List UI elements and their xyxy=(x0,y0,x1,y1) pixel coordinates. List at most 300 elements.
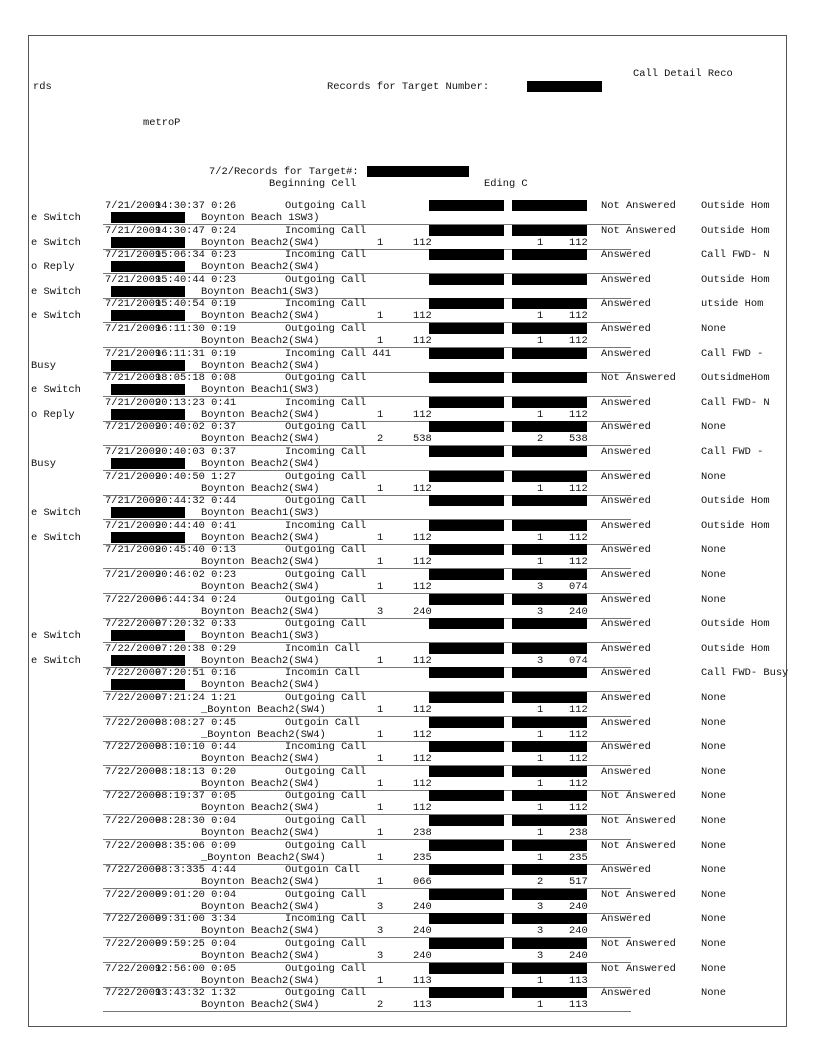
record-call-type: Outgoing Call xyxy=(285,840,367,852)
redaction-number xyxy=(512,421,587,432)
redaction-number xyxy=(429,520,504,531)
record-date: 7/21/2009 xyxy=(105,397,162,409)
record-cell-site: Boynton Beach2(SW4) xyxy=(201,876,320,888)
record-extra-wrap: Busy xyxy=(31,360,56,372)
record-begin-sector: 3 xyxy=(377,950,384,962)
redaction-number xyxy=(429,397,504,408)
record-time-duration: 07:20:32 0:33 xyxy=(155,618,237,630)
record-extra-wrap: e Switch xyxy=(31,310,81,322)
redaction-number xyxy=(429,594,504,605)
record-status: Not Answered xyxy=(601,372,676,384)
record-begin-cell: 112 xyxy=(413,237,432,249)
record-date: 7/22/2009 xyxy=(105,938,162,950)
record-date: 7/21/2009 xyxy=(105,249,162,261)
record-date: 7/22/2009 xyxy=(105,643,162,655)
record-call-type: Incoming Call 441 xyxy=(285,348,392,360)
record-begin-cell: 112 xyxy=(413,409,432,421)
record-cell-site: Boynton Beach2(SW4) xyxy=(201,409,320,421)
record-end-sector: 1 xyxy=(537,778,544,790)
record-extra: OutsidmeHom xyxy=(701,372,770,384)
record-call-type: Outgoing Call xyxy=(285,544,367,556)
record-status: Answered xyxy=(601,471,651,483)
redaction-number xyxy=(429,815,504,826)
record-begin-cell: 112 xyxy=(413,335,432,347)
record-time-duration: 15:40:44 0:23 xyxy=(155,274,237,286)
record-extra: None xyxy=(701,323,726,335)
record-begin-sector: 1 xyxy=(377,409,384,421)
record-time-duration: 09:01:20 0:04 xyxy=(155,889,237,901)
record-date: 7/21/2009 xyxy=(105,544,162,556)
record-begin-sector: 1 xyxy=(377,729,384,741)
record-time-duration: 08:18:13 0:20 xyxy=(155,766,237,778)
record-extra: None xyxy=(701,741,726,753)
record-begin-sector: 1 xyxy=(377,581,384,593)
record-call-type: Incoming Call xyxy=(285,298,367,310)
record-status: Not Answered xyxy=(601,889,676,901)
record-end-sector: 1 xyxy=(537,335,544,347)
record-cell-site: Boynton Beach2(SW4) xyxy=(201,556,320,568)
record-extra-wrap: o Reply xyxy=(31,261,75,273)
redaction-number xyxy=(512,249,587,260)
record-end-sector: 1 xyxy=(537,753,544,765)
record-cell-site: Boynton Beach2(SW4) xyxy=(201,950,320,962)
target-number-label: Records for Target Number: xyxy=(327,81,490,93)
record-time-duration: 09:31:00 3:34 xyxy=(155,913,237,925)
record-extra: None xyxy=(701,963,726,975)
redaction-number xyxy=(512,274,587,285)
redaction-number xyxy=(429,913,504,924)
record-extra: None xyxy=(701,815,726,827)
record-begin-cell: 112 xyxy=(413,802,432,814)
record-extra: None xyxy=(701,692,726,704)
record-begin-sector: 2 xyxy=(377,433,384,445)
record-extra: None xyxy=(701,766,726,778)
record-date: 7/21/2009 xyxy=(105,569,162,581)
record-extra: None xyxy=(701,594,726,606)
record-begin-sector: 1 xyxy=(377,778,384,790)
redaction-number xyxy=(512,495,587,506)
record-time-duration: 07:21:24 1:21 xyxy=(155,692,237,704)
record-cell-site: Boynton Beach2(SW4) xyxy=(201,901,320,913)
record-status: Answered xyxy=(601,643,651,655)
redaction-number xyxy=(429,643,504,654)
record-begin-cell: 238 xyxy=(413,827,432,839)
redaction-number xyxy=(512,520,587,531)
record-cell-site: Boynton Beach2(SW4) xyxy=(201,335,320,347)
record-cell-site: _Boynton Beach2(SW4) xyxy=(201,704,326,716)
record-end-sector: 1 xyxy=(537,827,544,839)
record-time-duration: 20:40:50 1:27 xyxy=(155,471,237,483)
record-begin-cell: 066 xyxy=(413,876,432,888)
record-time-duration: 08:08:27 0:45 xyxy=(155,717,237,729)
record-date: 7/22/2009 xyxy=(105,987,162,999)
redaction-number xyxy=(429,544,504,555)
record-cell-site: Boynton Beach2(SW4) xyxy=(201,483,320,495)
record-extra-wrap: e Switch xyxy=(31,286,81,298)
record-cell-site: Boynton Beach 1SW3) xyxy=(201,212,320,224)
redaction-subscriber xyxy=(111,655,185,666)
record-extra: None xyxy=(701,938,726,950)
record-time-duration: 07:20:38 0:29 xyxy=(155,643,237,655)
redaction-number xyxy=(429,717,504,728)
redaction-subscriber xyxy=(111,286,185,297)
record-status: Answered xyxy=(601,520,651,532)
record-status: Answered xyxy=(601,618,651,630)
record-extra: Outside Hom xyxy=(701,643,770,655)
record-begin-cell: 240 xyxy=(413,925,432,937)
record-cell-site: Boynton Beach2(SW4) xyxy=(201,606,320,618)
record-begin-cell: 112 xyxy=(413,729,432,741)
record-call-type: Outgoing Call xyxy=(285,323,367,335)
document-page xyxy=(28,35,787,1027)
subtitle-target: 7/2/Records for Target#: xyxy=(209,166,359,178)
record-time-duration: 20:40:03 0:37 xyxy=(155,446,237,458)
record-call-type: Incomin Call xyxy=(285,643,360,655)
redaction-number xyxy=(429,569,504,580)
record-date: 7/22/2009 xyxy=(105,766,162,778)
record-end-sector: 3 xyxy=(537,581,544,593)
record-cell-site: Boynton Beach2(SW4) xyxy=(201,261,320,273)
record-end-cell: 112 xyxy=(569,532,588,544)
record-cell-site: Boynton Beach2(SW4) xyxy=(201,581,320,593)
record-begin-cell: 112 xyxy=(413,753,432,765)
record-status: Answered xyxy=(601,397,651,409)
record-extra: Outside Hom xyxy=(701,225,770,237)
record-time-duration: 12:56:00 0:05 xyxy=(155,963,237,975)
record-begin-cell: 240 xyxy=(413,901,432,913)
record-status: Answered xyxy=(601,298,651,310)
record-begin-sector: 1 xyxy=(377,335,384,347)
record-date: 7/21/2009 xyxy=(105,471,162,483)
redaction-number xyxy=(512,938,587,949)
record-begin-cell: 112 xyxy=(413,655,432,667)
record-begin-sector: 1 xyxy=(377,753,384,765)
record-time-duration: 16:11:31 0:19 xyxy=(155,348,237,360)
redaction-target-number xyxy=(527,81,602,92)
redaction-subscriber xyxy=(111,409,185,420)
record-end-cell: 074 xyxy=(569,581,588,593)
record-cell-site: Boynton Beach2(SW4) xyxy=(201,753,320,765)
record-date: 7/21/2009 xyxy=(105,421,162,433)
record-extra: None xyxy=(701,544,726,556)
record-end-sector: 1 xyxy=(537,556,544,568)
redaction-number xyxy=(429,889,504,900)
redaction-number xyxy=(512,864,587,875)
record-end-cell: 238 xyxy=(569,827,588,839)
record-extra-wrap: e Switch xyxy=(31,655,81,667)
record-call-type: Outgoin Call xyxy=(285,864,360,876)
record-begin-cell: 538 xyxy=(413,433,432,445)
record-status: Answered xyxy=(601,913,651,925)
record-cell-site: Boynton Beach2(SW4) xyxy=(201,999,320,1011)
record-call-type: Outgoing Call xyxy=(285,200,367,212)
record-date: 7/21/2009 xyxy=(105,520,162,532)
redaction-number xyxy=(429,987,504,998)
record-end-sector: 1 xyxy=(537,999,544,1011)
record-time-duration: 14:30:37 0:26 xyxy=(155,200,237,212)
record-status: Answered xyxy=(601,348,651,360)
record-extra: None xyxy=(701,864,726,876)
record-begin-cell: 112 xyxy=(413,556,432,568)
record-call-type: Outgoing Call xyxy=(285,987,367,999)
record-time-duration: 16:11:30 0:19 xyxy=(155,323,237,335)
record-begin-cell: 112 xyxy=(413,581,432,593)
record-begin-sector: 1 xyxy=(377,704,384,716)
record-cell-site: _Boynton Beach2(SW4) xyxy=(201,729,326,741)
record-time-duration: 18:05:18 0:08 xyxy=(155,372,237,384)
record-begin-sector: 1 xyxy=(377,802,384,814)
record-end-sector: 1 xyxy=(537,237,544,249)
record-call-type: Incoming Call xyxy=(285,446,367,458)
record-end-cell: 112 xyxy=(569,729,588,741)
record-time-duration: 15:40:54 0:19 xyxy=(155,298,237,310)
record-status: Answered xyxy=(601,274,651,286)
redaction-number xyxy=(512,840,587,851)
record-status: Answered xyxy=(601,667,651,679)
redaction-number xyxy=(512,225,587,236)
record-end-sector: 3 xyxy=(537,925,544,937)
record-call-type: Outgoing Call xyxy=(285,692,367,704)
record-status: Answered xyxy=(601,717,651,729)
record-call-type: Incoming Call xyxy=(285,225,367,237)
record-status: Answered xyxy=(601,766,651,778)
record-date: 7/22/2009 xyxy=(105,717,162,729)
redaction-number xyxy=(429,495,504,506)
record-end-cell: 113 xyxy=(569,975,588,987)
redaction-subscriber xyxy=(111,532,185,543)
record-extra: None xyxy=(701,717,726,729)
record-begin-cell: 113 xyxy=(413,975,432,987)
record-end-cell: 517 xyxy=(569,876,588,888)
record-call-type: Incoming Call xyxy=(285,741,367,753)
record-end-sector: 3 xyxy=(537,606,544,618)
redaction-subscriber xyxy=(111,261,185,272)
record-extra: None xyxy=(701,471,726,483)
record-begin-sector: 3 xyxy=(377,925,384,937)
record-cell-site: Boynton Beach2(SW4) xyxy=(201,975,320,987)
record-extra: Call FWD- Busy xyxy=(701,667,789,679)
record-cell-site: Boynton Beach2(SW4) xyxy=(201,925,320,937)
record-end-sector: 1 xyxy=(537,975,544,987)
redaction-number xyxy=(429,200,504,211)
record-cell-site: Boynton Beach2(SW4) xyxy=(201,310,320,322)
record-end-sector: 1 xyxy=(537,310,544,322)
redaction-number xyxy=(429,446,504,457)
record-extra: Call FWD- N xyxy=(701,249,770,261)
record-extra: Outside Hom xyxy=(701,495,770,507)
record-end-sector: 1 xyxy=(537,532,544,544)
redaction-number xyxy=(512,643,587,654)
record-end-cell: 112 xyxy=(569,753,588,765)
record-begin-sector: 1 xyxy=(377,237,384,249)
record-status: Answered xyxy=(601,741,651,753)
redaction-number xyxy=(512,298,587,309)
record-date: 7/22/2009 xyxy=(105,815,162,827)
record-extra-wrap: e Switch xyxy=(31,212,81,224)
redaction-number xyxy=(429,963,504,974)
record-date: 7/21/2009 xyxy=(105,225,162,237)
record-status: Answered xyxy=(601,569,651,581)
record-status: Answered xyxy=(601,249,651,261)
record-date: 7/22/2009 xyxy=(105,594,162,606)
redaction-subscriber xyxy=(111,507,185,518)
record-extra: Outside Hom xyxy=(701,200,770,212)
redaction-number xyxy=(429,864,504,875)
record-end-cell: 112 xyxy=(569,556,588,568)
record-time-duration: 13:43:32 1:32 xyxy=(155,987,237,999)
record-end-sector: 1 xyxy=(537,483,544,495)
report-title: Call Detail Reco xyxy=(633,68,733,80)
record-end-sector: 3 xyxy=(537,901,544,913)
redaction-number xyxy=(512,741,587,752)
record-call-type: Incoming Call xyxy=(285,397,367,409)
record-time-duration: 14:30:47 0:24 xyxy=(155,225,237,237)
record-cell-site: Boynton Beach2(SW4) xyxy=(201,802,320,814)
record-end-sector: 3 xyxy=(537,950,544,962)
redaction-number xyxy=(429,471,504,482)
record-time-duration: 20:44:32 0:44 xyxy=(155,495,237,507)
record-cell-site: Boynton Beach2(SW4) xyxy=(201,827,320,839)
record-begin-cell: 240 xyxy=(413,606,432,618)
record-status: Answered xyxy=(601,987,651,999)
record-end-cell: 112 xyxy=(569,778,588,790)
record-cell-site: Boynton Beach1(SW3) xyxy=(201,384,320,396)
record-cell-site: Boynton Beach2(SW4) xyxy=(201,655,320,667)
record-call-type: Outgoing Call xyxy=(285,618,367,630)
record-time-duration: 08:28:30 0:04 xyxy=(155,815,237,827)
record-date: 7/22/2009 xyxy=(105,963,162,975)
record-extra-wrap: e Switch xyxy=(31,630,81,642)
record-extra-wrap: e Switch xyxy=(31,532,81,544)
record-status: Answered xyxy=(601,421,651,433)
record-time-duration: 20:46:02 0:23 xyxy=(155,569,237,581)
record-date: 7/22/2009 xyxy=(105,790,162,802)
record-extra: None xyxy=(701,987,726,999)
redaction-number xyxy=(512,913,587,924)
record-cell-site: Boynton Beach2(SW4) xyxy=(201,679,320,691)
record-end-sector: 2 xyxy=(537,433,544,445)
record-end-cell: 240 xyxy=(569,950,588,962)
redaction-number xyxy=(512,717,587,728)
record-extra: None xyxy=(701,569,726,581)
record-begin-cell: 235 xyxy=(413,852,432,864)
record-status: Answered xyxy=(601,323,651,335)
record-begin-sector: 1 xyxy=(377,310,384,322)
redaction-number xyxy=(429,274,504,285)
record-status: Not Answered xyxy=(601,225,676,237)
report-title-wrap: rds xyxy=(33,81,52,93)
record-time-duration: 09:59:25 0:04 xyxy=(155,938,237,950)
record-extra: utside Hom xyxy=(701,298,764,310)
record-status: Answered xyxy=(601,446,651,458)
redaction-number xyxy=(429,840,504,851)
record-begin-sector: 1 xyxy=(377,975,384,987)
redaction-number xyxy=(512,889,587,900)
record-status: Answered xyxy=(601,864,651,876)
redaction-number xyxy=(429,692,504,703)
record-end-cell: 113 xyxy=(569,999,588,1011)
record-call-type: Outgoing Call xyxy=(285,274,367,286)
record-extra-wrap: o Reply xyxy=(31,409,75,421)
redaction-number xyxy=(512,200,587,211)
record-call-type: Outgoing Call xyxy=(285,889,367,901)
redaction-number xyxy=(512,618,587,629)
record-end-cell: 112 xyxy=(569,310,588,322)
record-status: Answered xyxy=(601,594,651,606)
redaction-number xyxy=(512,446,587,457)
record-time-duration: 08:3:335 4:44 xyxy=(155,864,237,876)
record-cell-site: _Boynton Beach2(SW4) xyxy=(201,852,326,864)
record-begin-sector: 2 xyxy=(377,999,384,1011)
record-end-cell: 112 xyxy=(569,483,588,495)
redaction-number xyxy=(512,569,587,580)
record-cell-site: Boynton Beach2(SW4) xyxy=(201,532,320,544)
record-time-duration: 20:45:40 0:13 xyxy=(155,544,237,556)
row-divider xyxy=(103,1011,631,1012)
record-time-duration: 06:44:34 0:24 xyxy=(155,594,237,606)
record-extra-wrap: Busy xyxy=(31,458,56,470)
redaction-number xyxy=(512,471,587,482)
redaction-number xyxy=(512,544,587,555)
record-cell-site: Boynton Beach2(SW4) xyxy=(201,433,320,445)
record-call-type: Outgoin Call xyxy=(285,717,360,729)
record-end-cell: 074 xyxy=(569,655,588,667)
record-date: 7/21/2009 xyxy=(105,348,162,360)
record-end-cell: 112 xyxy=(569,237,588,249)
redaction-number xyxy=(429,323,504,334)
record-begin-sector: 1 xyxy=(377,483,384,495)
record-extra: None xyxy=(701,889,726,901)
record-extra-wrap: e Switch xyxy=(31,237,81,249)
record-call-type: Incoming Call xyxy=(285,520,367,532)
record-call-type: Outgoing Call xyxy=(285,594,367,606)
redaction-subscriber xyxy=(111,384,185,395)
record-end-cell: 112 xyxy=(569,335,588,347)
column-beginning-cell: Beginning Cell xyxy=(269,178,357,190)
redaction-number xyxy=(429,372,504,383)
record-extra: Outside Hom xyxy=(701,618,770,630)
record-begin-sector: 3 xyxy=(377,901,384,913)
record-date: 7/21/2009 xyxy=(105,372,162,384)
record-date: 7/21/2009 xyxy=(105,200,162,212)
redaction-subscriber xyxy=(111,310,185,321)
record-end-sector: 1 xyxy=(537,852,544,864)
record-date: 7/22/2009 xyxy=(105,913,162,925)
record-begin-sector: 1 xyxy=(377,532,384,544)
record-date: 7/21/2009 xyxy=(105,274,162,286)
record-date: 7/22/2009 xyxy=(105,840,162,852)
record-end-cell: 240 xyxy=(569,925,588,937)
record-call-type: Outgoing Call xyxy=(285,495,367,507)
record-cell-site: Boynton Beach2(SW4) xyxy=(201,360,320,372)
record-time-duration: 20:40:02 0:37 xyxy=(155,421,237,433)
record-end-sector: 1 xyxy=(537,802,544,814)
column-ending-cell: Eding C xyxy=(484,178,528,190)
record-extra: None xyxy=(701,840,726,852)
record-status: Answered xyxy=(601,692,651,704)
record-time-duration: 08:10:10 0:44 xyxy=(155,741,237,753)
record-cell-site: Boynton Beach1(SW3) xyxy=(201,630,320,642)
record-begin-cell: 113 xyxy=(413,999,432,1011)
record-end-sector: 1 xyxy=(537,409,544,421)
redaction-number xyxy=(429,766,504,777)
record-time-duration: 07:20:51 0:16 xyxy=(155,667,237,679)
record-extra: Outside Hom xyxy=(701,520,770,532)
record-call-type: Outgoing Call xyxy=(285,421,367,433)
redaction-number xyxy=(512,963,587,974)
redaction-number xyxy=(429,421,504,432)
record-call-type: Outgoing Call xyxy=(285,569,367,581)
